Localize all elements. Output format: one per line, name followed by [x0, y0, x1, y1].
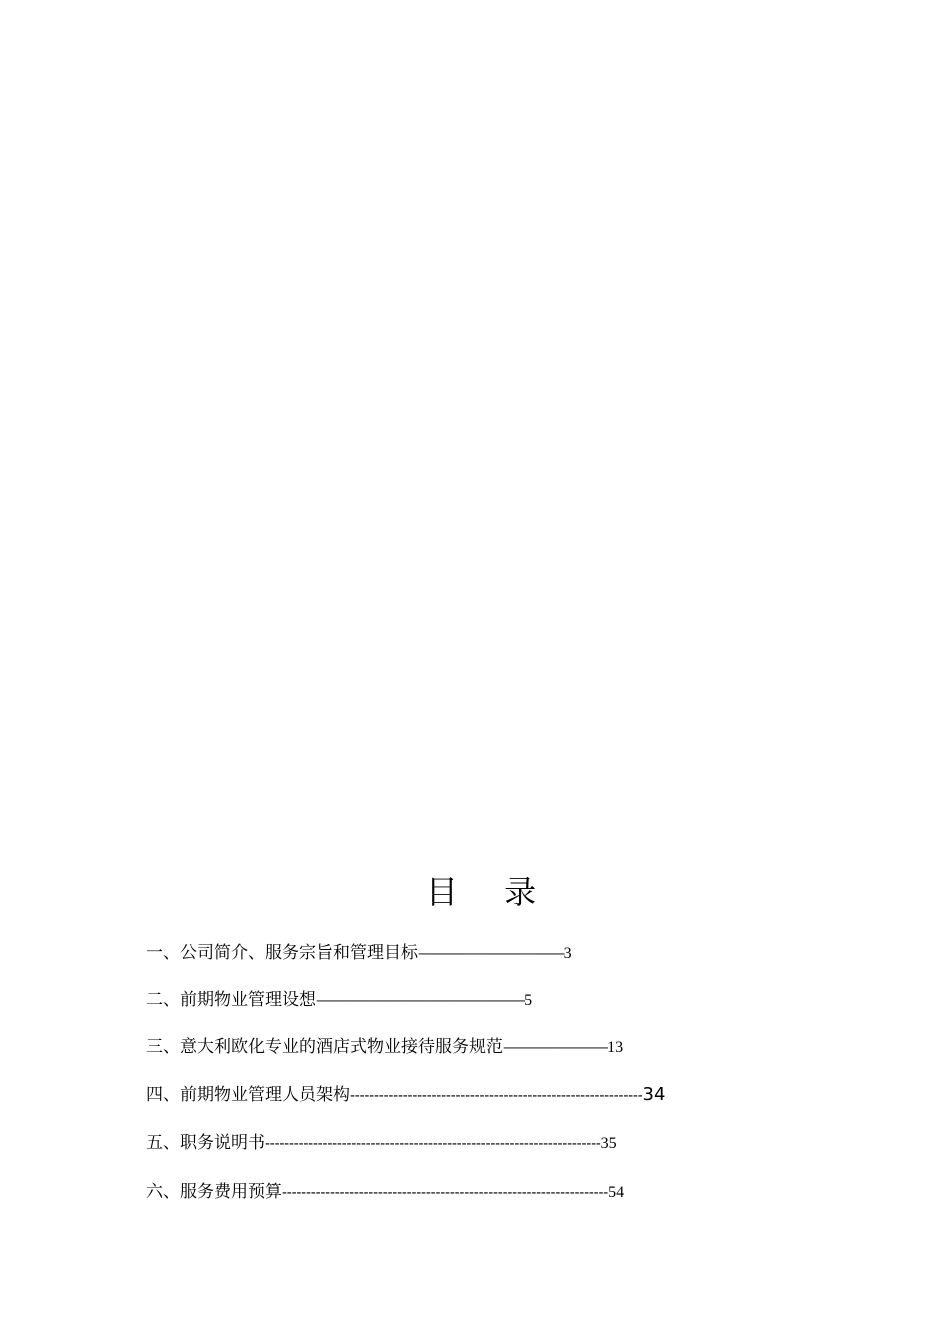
- toc-entry-text: 四、前期物业管理人员架构: [146, 1085, 350, 1105]
- toc-entry-leader: ------------------------------: [503, 1038, 608, 1056]
- toc-entry[interactable]: [146, 942, 572, 965]
- toc-entry-leader: ------------------------------------------: [418, 944, 564, 962]
- toc-entry[interactable]: [146, 1084, 665, 1107]
- toc-entry[interactable]: [146, 1036, 623, 1059]
- toc-entry-leader: -------------------------------------------------------------: [350, 1087, 643, 1104]
- toc-entry-page: 34: [642, 1084, 666, 1105]
- toc-title: 目 录: [425, 873, 555, 911]
- toc-entry[interactable]: [146, 989, 532, 1012]
- toc-entry-leader: ------------------------------------------------------------: [316, 991, 525, 1009]
- toc-entry-page: 35: [600, 1135, 617, 1152]
- toc-entry[interactable]: [146, 1132, 617, 1155]
- toc-entry-text: 六、服务费用预算: [146, 1182, 282, 1202]
- toc-entry-text: 一、公司简介、服务宗旨和管理目标: [146, 943, 418, 963]
- toc-entry-leader: ----------------------------------------------------------------------: [265, 1135, 601, 1152]
- toc-entry-page: 54: [608, 1184, 625, 1201]
- toc-entry[interactable]: [146, 1181, 624, 1204]
- toc-entry-text: 二、前期物业管理设想: [146, 990, 316, 1010]
- toc-entry-text: 五、职务说明书: [146, 1133, 265, 1153]
- toc-entry-page: 5: [524, 992, 533, 1009]
- toc-entry-page: 13: [607, 1039, 624, 1056]
- toc-entry-page: 3: [563, 945, 572, 962]
- toc-entry-leader: --------------------------------------------------------------------: [282, 1184, 609, 1201]
- toc-entry-text: 三、意大利欧化专业的酒店式物业接待服务规范: [146, 1037, 503, 1057]
